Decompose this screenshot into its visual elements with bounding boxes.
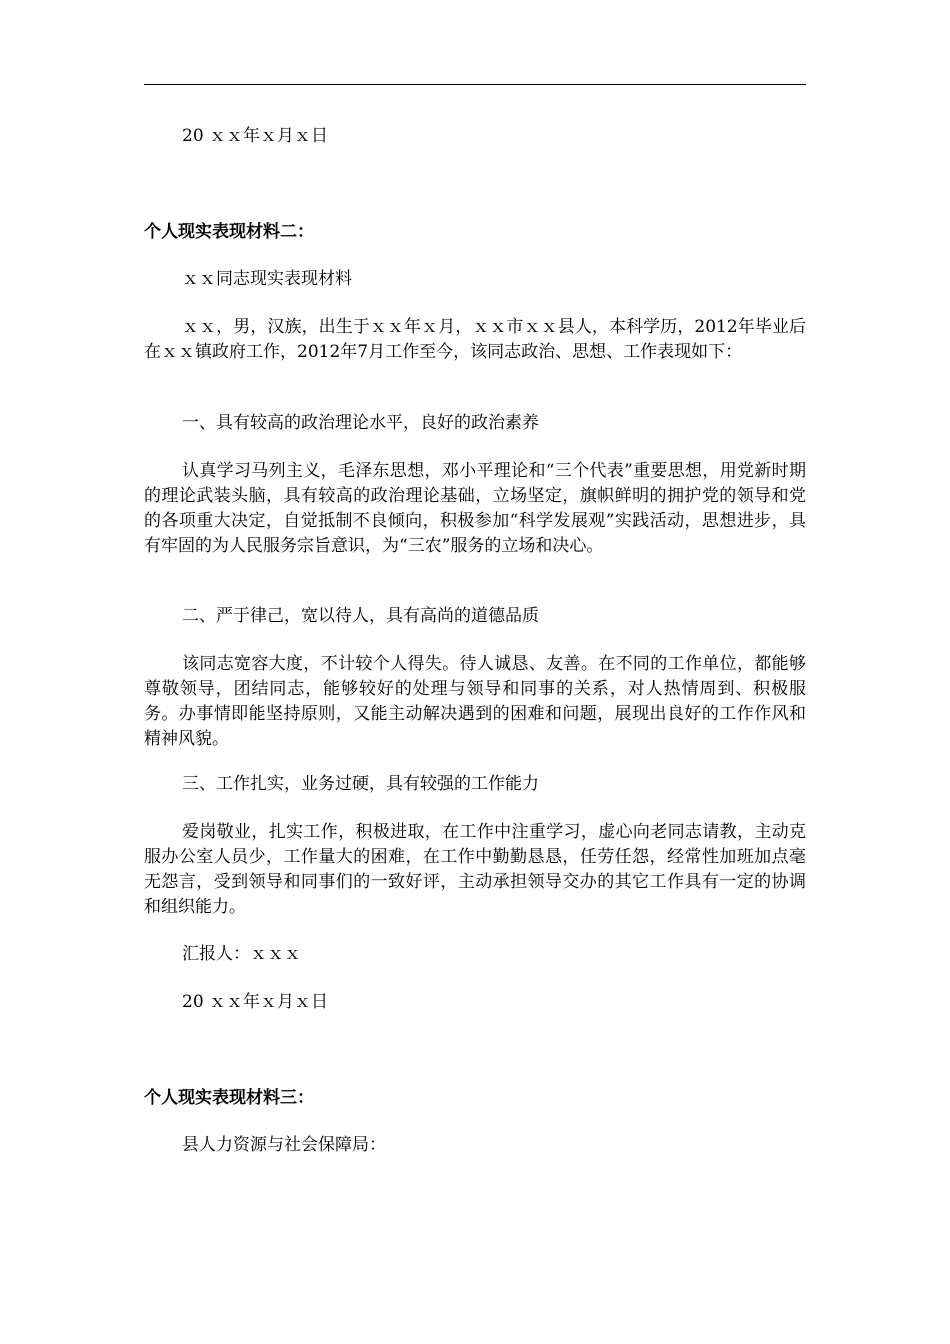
reporter-line: 汇报人：ｘｘｘ [182, 944, 301, 964]
date-line-2: 20 ｘｘ年ｘ月ｘ日 [182, 992, 329, 1012]
date-line-1: 20 ｘｘ年ｘ月ｘ日 [182, 126, 329, 146]
section-heading-2: 个人现实表现材料二： [144, 222, 314, 242]
header-rule [144, 84, 806, 85]
section-heading-3: 个人现实表现材料三： [144, 1088, 314, 1108]
document-title: ｘｘ同志现实表现材料 [182, 269, 352, 289]
section-2-body: 该同志宽容大度，不计较个人得失。待人诚恳、友善。在不同的工作单位，都能够尊敬领导，团结同志，能够较好的处理与领导和同事的关系，对人热情周到、积极服务。办事情即能坚持原则，又能主动解决遇到的困难和问题，展现出良好的工作作风和精神风貌。 [144, 654, 806, 749]
addressee-line: 县人力资源与社会保障局： [182, 1135, 386, 1155]
section-3-title: 三、工作扎实，业务过硬，具有较强的工作能力 [182, 774, 539, 794]
section-3-body: 爱岗敬业，扎实工作，积极进取，在工作中注重学习，虚心向老同志请教，主动克服办公室人员少，工作量大的困难，在工作中勤勤恳恳，任劳任怨，经常性加班加点毫无怨言，受到领导和同事们的一致好评，主动承担领导交办的其它工作具有一定的协调和组织能力。 [144, 822, 806, 917]
section-2-title: 二、严于律己，宽以待人，具有高尚的道德品质 [182, 606, 539, 626]
section-1-title: 一、具有较高的政治理论水平，良好的政治素养 [182, 413, 539, 433]
section-1-body: 认真学习马列主义，毛泽东思想，邓小平理论和“三个代表”重要思想，用党新时期的理论武装头脑，具有较高的政治理论基础，立场坚定，旗帜鲜明的拥护党的领导和党的各项重大决定，自觉抵制不良倾向，积极参加“科学发展观”实践活动，思想进步，具有牢固的为人民服务宗旨意识，为“三农”服务的立场和决心。 [144, 461, 806, 556]
intro-paragraph: ｘｘ，男，汉族，出生于ｘｘ年ｘ月，ｘｘ市ｘｘ县人，本科学历，2012年毕业后在ｘｘ镇政府工作，2012年7月工作至今，该同志政治、思想、工作表现如下： [144, 317, 806, 362]
